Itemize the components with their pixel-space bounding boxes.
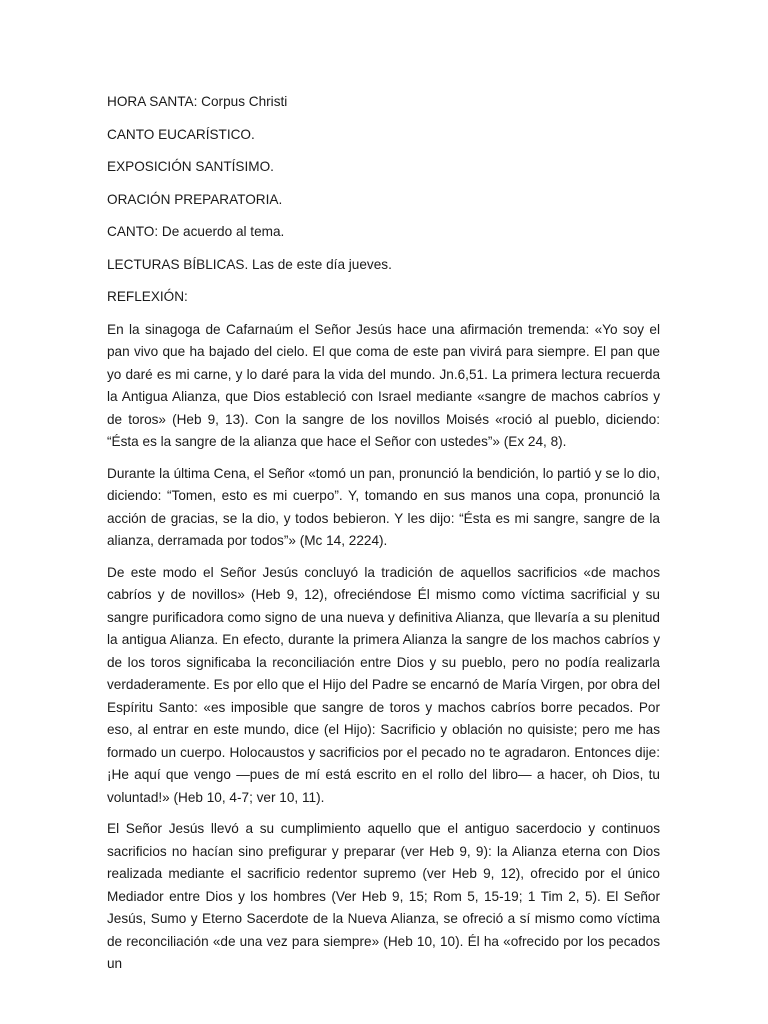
body-paragraph: Durante la última Cena, el Señor «tomó un pan, pronunció la bendición, lo partió y se lo dio, diciendo: “Tomen, esto es mi cuerpo”. Y, tomando en sus manos una copa, pronunció la acción de gracias, se la dio, y todos bebieron. Y les dijo: “Ésta es mi sangre, sangre de la alianza, derramada por todos”» (Mc 14, 2224). bbox=[107, 465, 660, 548]
body-paragraph: El Señor Jesús llevó a su cumplimiento aquello que el antiguo sacerdocio y continuos sacrificios no hacían sino prefigurar y preparar (ver Heb 9, 9): la Alianza eterna con Dios realizada mediante el sacrificio redentor supremo (ver Heb 9, 12), ofrecido por el único Mediador entre Dios y los hombres (Ver Heb 9, 15; Rom 5, 15-19; 1 Tim 2, 5). El Señor Jesús, Sumo y Eterno Sacerdote de la Nueva Alianza, se ofreció a sí mismo como víctima de reconciliación «de una vez para siempre» (Heb 10, 10). Él ha «ofrecido por los pecados un bbox=[107, 821, 660, 971]
section-heading: CANTO: De acuerdo al tema. bbox=[107, 224, 285, 239]
section-heading: EXPOSICIÓN SANTÍSIMO. bbox=[107, 159, 274, 174]
section-heading: CANTO EUCARÍSTICO. bbox=[107, 126, 255, 142]
section-heading: LECTURAS BÍBLICAS. Las de este día jueves. bbox=[107, 256, 392, 272]
section-heading: ORACIÓN PREPARATORIA. bbox=[107, 191, 283, 207]
section-heading: REFLEXIÓN: bbox=[107, 289, 188, 304]
document-page bbox=[107, 91, 660, 985]
title-heading: HORA SANTA: Corpus Christi bbox=[107, 94, 288, 109]
body-paragraph: En la sinagoga de Cafarnaúm el Señor Jesús hace una afirmación tremenda: «Yo soy el pan vivo que ha bajado del cielo. El que coma de este pan vivirá para siempre. El pan que yo daré es mi carne, y lo daré para la vida del mundo. Jn.6,51. La primera lectura recuerda la Antigua Alianza, que Dios estableció con Israel mediante «sangre de machos cabríos y de toros» (Heb 9, 13). Con la sangre de los novillos Moisés «roció al pueblo, diciendo: “Ésta es la sangre de la alianza que hace el Señor con ustedes”» (Ex 24, 8). bbox=[107, 321, 660, 449]
body-paragraph: De este modo el Señor Jesús concluyó la tradición de aquellos sacrificios «de machos cabríos y de novillos» (Heb 9, 12), ofreciéndose Él mismo como víctima sacrificial y su sangre purificadora como signo de una nueva y definitiva Alianza, que llevaría a su plenitud la antigua Alianza. En efecto, durante la primera Alianza la sangre de los machos cabríos y de los toros significaba la reconciliación entre Dios y su pueblo, pero no podía realizarla verdaderamente. Es por ello que el Hijo del Padre se encarnó de María Virgen, por obra del Espíritu Santo: «es imposible que sangre de toros y machos cabríos borre pecados. Por eso, al entrar en este mundo, dice (el Hijo): Sacrificio y oblación no quisiste; pero me has formado un cuerpo. Holocaustos y sacrificios por el pecado no te agradaron. Entonces dije: ¡He aquí que vengo —pues de mí está escrito en el rollo del libro— a hacer, oh Dios, tu voluntad!» (Heb 10, 4-7; ver 10, 11). bbox=[107, 564, 660, 805]
